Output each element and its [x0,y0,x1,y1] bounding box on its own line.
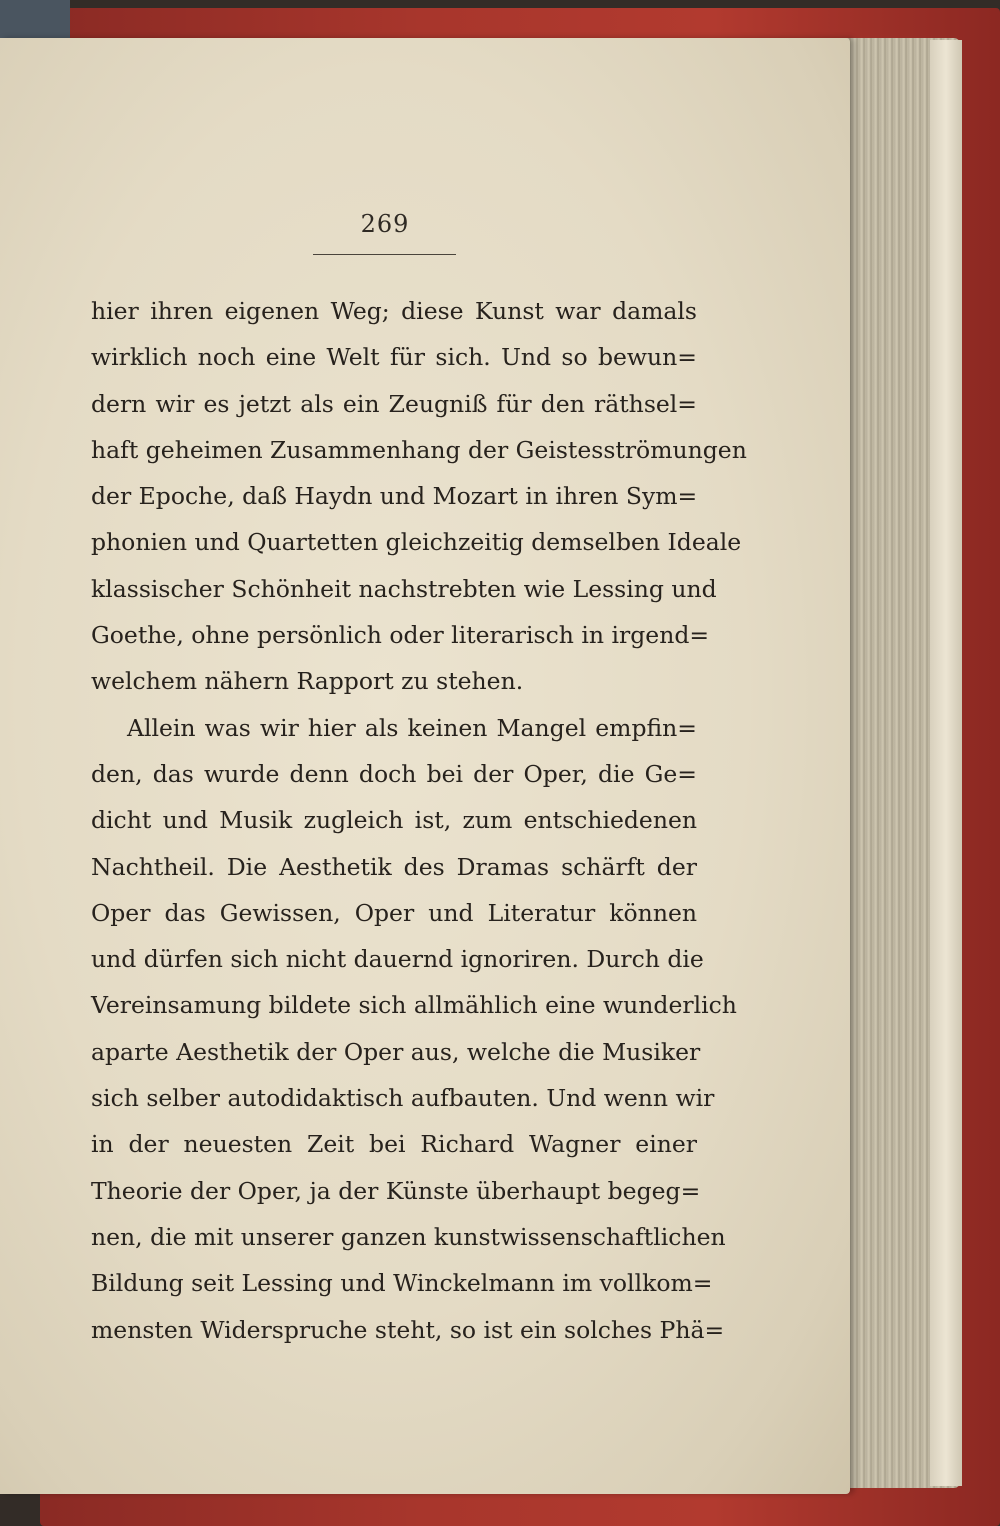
text-line: dern wir es jetzt als ein Zeugniß für den räthsel= [91,389,697,418]
text-line: aparte Aesthetik der Oper aus, welche die Musiker [91,1037,701,1066]
text-line: und dürfen sich nicht dauernd ignoriren. Durch die [91,945,704,974]
page-block-edges-outer [930,40,962,1486]
cover-corner [0,0,70,40]
text-line: dicht und Musik zugleich ist, zum entschiedenen [91,806,697,835]
text-line: hier ihren eigenen Weg; diese Kunst war damals [91,297,697,325]
text-line: Allein was wir hier als keinen Mangel empfin= [127,713,697,742]
body-text [91,288,747,1353]
text-line: Bildung seit Lessing und Winckelmann im vollkom= [91,1269,713,1298]
text-line: Goethe, ohne persönlich oder literarisch in irgend= [91,621,710,650]
page-number: 269 [360,210,410,238]
text-line: wirklich noch eine Welt für sich. Und so bewun= [91,343,697,372]
text-line: Vereinsamung bildete sich allmählich eine wunderlich [91,991,737,1020]
text-line: phonien und Quartetten gleichzeitig demselben Ideale [91,528,742,557]
header-rule [313,254,456,255]
book-page [0,38,850,1494]
text-line: sich selber autodidaktisch aufbauten. Und wenn wir [91,1084,715,1113]
text-line: in der neuesten Zeit bei Richard Wagner einer [91,1130,697,1159]
paragraph-1 [91,288,747,705]
text-line: welchem nähern Rapport zu stehen. [91,667,524,696]
text-line: den, das wurde denn doch bei der Oper, die Ge= [91,759,697,788]
text-line: Nachtheil. Die Aesthetik des Dramas schärft der [91,852,697,881]
text-line: Oper das Gewissen, Oper und Literatur können [91,898,697,927]
text-line: mensten Widerspruche steht, so ist ein solches Phä= [91,1315,725,1344]
text-line: nen, die mit unserer ganzen kunstwissenschaftlichen [91,1222,726,1251]
text-line: Theorie der Oper, ja der Künste überhaupt begeg= [91,1176,701,1205]
text-line: der Epoche, daß Haydn und Mozart in ihren Sym= [91,482,698,511]
text-line: haft geheimen Zusammenhang der Geistesströmungen [91,435,747,464]
text-line: klassischer Schönheit nachstrebten wie Lessing und [91,574,717,603]
paragraph-2 [91,705,737,1353]
